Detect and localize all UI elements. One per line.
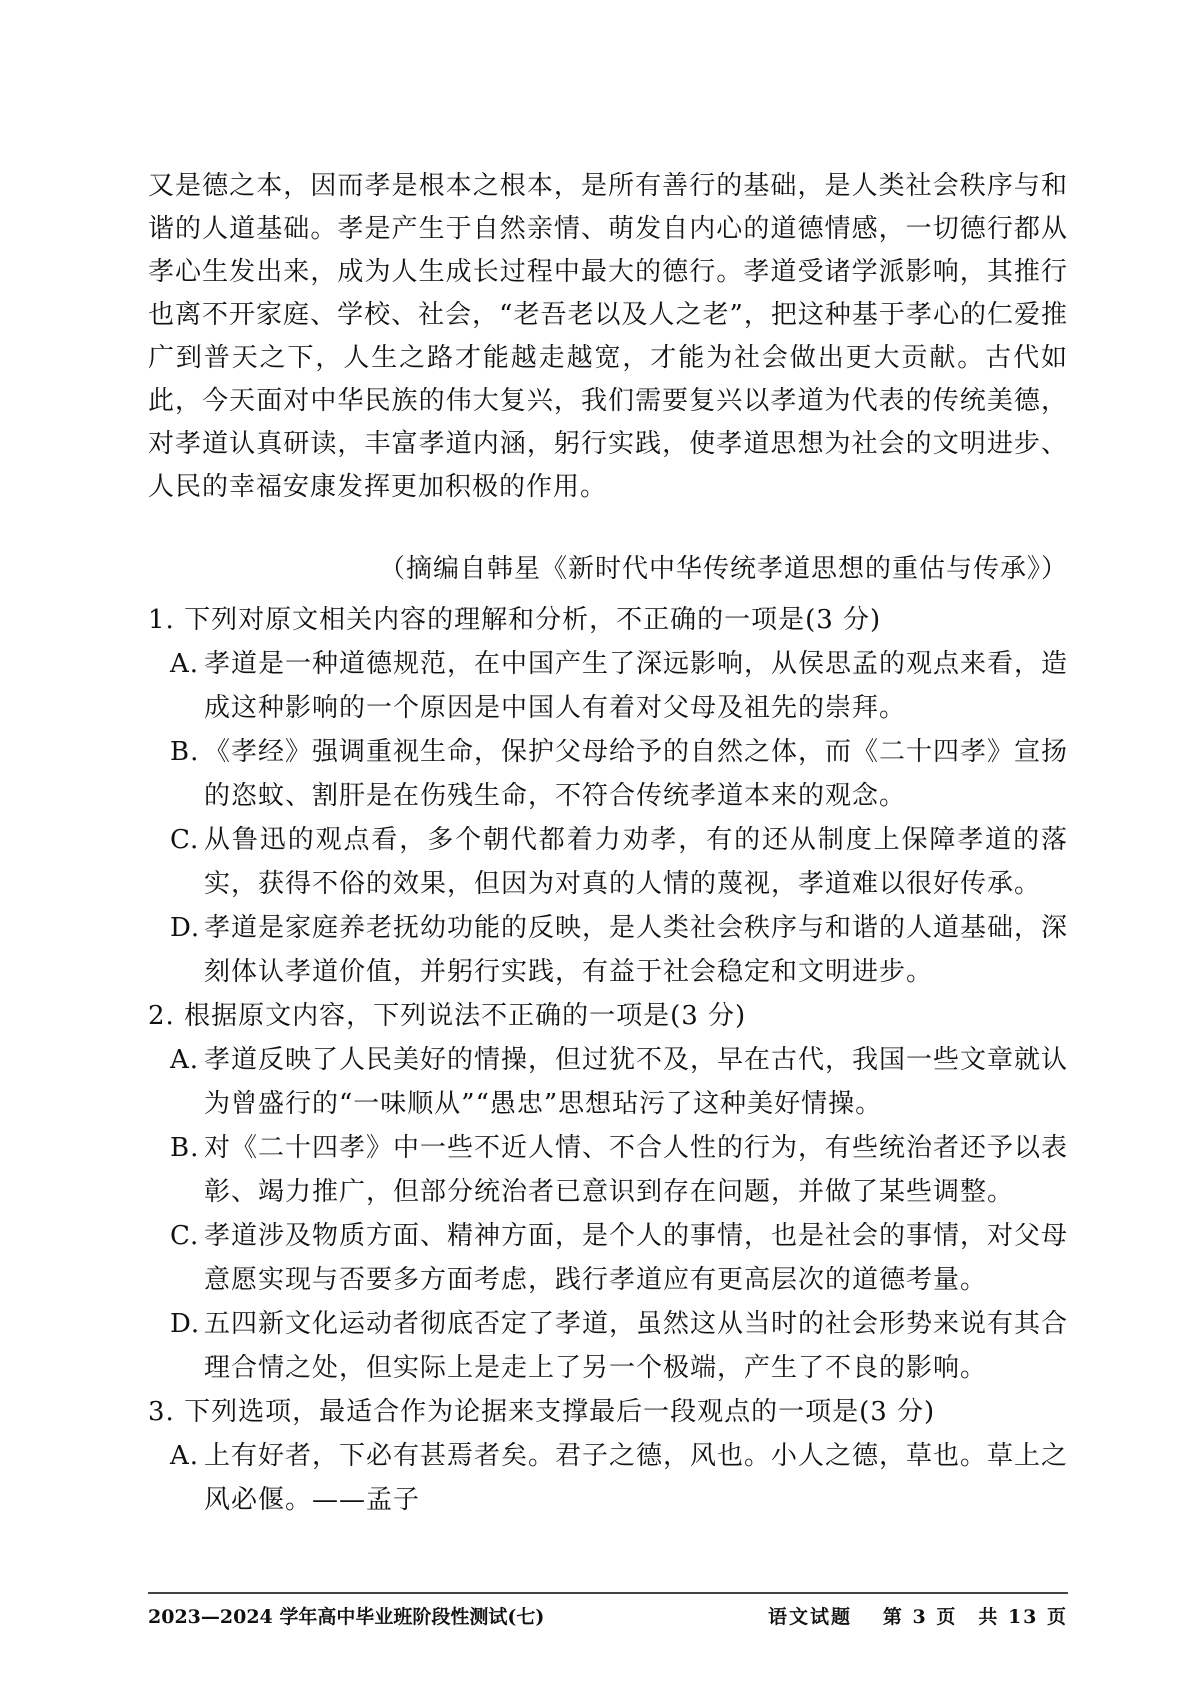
option-b [148, 1126, 1068, 1214]
option-letter: B. [170, 1133, 200, 1163]
subject-label: 语文试题 [768, 1606, 853, 1628]
question-stem: 2. 根据原文内容，下列说法不正确的一项是(3 分) [148, 1001, 747, 1031]
page-footer [148, 1602, 1068, 1634]
option-letter: A. [170, 1441, 200, 1471]
option-letter: D. [170, 913, 201, 943]
question-3 [148, 1390, 1068, 1522]
option-text: 上有好者，下必有甚焉者矣。君子之德，风也。小人之德，草也。草上之风必偃。——孟子 [204, 1441, 1069, 1515]
exam-title: 2023—2024 学年高中毕业班阶段性测试(七) [148, 1606, 545, 1628]
question-1 [148, 598, 1068, 994]
option-letter: D. [170, 1309, 201, 1339]
option-d [148, 1302, 1068, 1390]
option-text: 对《二十四孝》中一些不近人情、不合人性的行为，有些统治者还予以表彰、竭力推广，但部分统治者已意识到存在问题，并做了某些调整。 [204, 1133, 1069, 1207]
option-text: 五四新文化运动者彻底否定了孝道，虽然这从当时的社会形势来说有其合理合情之处，但实际上是走上了另一个极端，产生了不良的影响。 [204, 1309, 1069, 1383]
footer-divider [148, 1592, 1068, 1594]
option-b [148, 730, 1068, 818]
question-2 [148, 994, 1068, 1390]
passage-paragraph: 又是德之本，因而孝是根本之根本，是所有善行的基础，是人类社会秩序与和谐的人道基础。孝是产生于自然亲情、萌发自内心的道德情感，一切德行都从孝心生发出来，成为人生成长过程中最大的德行。孝道受诸学派影响，其推行也离不开家庭、学校、社会，“老吾老以及人之老”，把这种基于孝心的仁爱推广到普天之下，人生之路才能越走越宽，才能为社会做出更大贡献。古代如此，今天面对中华民族的伟大复兴，我们需要复兴以孝道为代表的传统美德，对孝道认真研读，丰富孝道内涵，躬行实践，使孝道思想为社会的文明进步、人民的幸福安康发挥更加积极的作用。 [148, 171, 1068, 502]
option-a [148, 642, 1068, 730]
option-text: 《孝经》强调重视生命，保护父母给予的自然之体，而《二十四孝》宣扬的恣蚊、割肝是在伤残生命，不符合传统孝道本来的观念。 [204, 737, 1069, 811]
question-list [148, 598, 1068, 1522]
option-d [148, 906, 1068, 994]
option-c [148, 1214, 1068, 1302]
reading-passage [148, 165, 1068, 509]
option-text: 孝道是一种道德规范，在中国产生了深远影响，从侯思孟的观点来看，造成这种影响的一个原因是中国人有着对父母及祖先的崇拜。 [204, 649, 1069, 723]
option-letter: C. [170, 1221, 200, 1251]
option-a [148, 1434, 1068, 1522]
option-c [148, 818, 1068, 906]
page-number: 第 3 页 共 13 页 [882, 1606, 1068, 1628]
option-letter: A. [170, 649, 200, 679]
option-text: 从鲁迅的观点看，多个朝代都着力劝孝，有的还从制度上保障孝道的落实，获得不俗的效果，但因为对真的人情的蔑视，孝道难以很好传承。 [204, 825, 1068, 899]
option-letter: C. [170, 825, 200, 855]
passage-source: （摘编自韩星《新时代中华传统孝道思想的重估与传承》） [378, 554, 1068, 584]
option-letter: A. [170, 1045, 200, 1075]
question-stem: 3. 下列选项，最适合作为论据来支撑最后一段观点的一项是(3 分) [148, 1397, 936, 1427]
question-stem: 1. 下列对原文相关内容的理解和分析，不正确的一项是(3 分) [148, 605, 882, 635]
option-text: 孝道是家庭养老抚幼功能的反映，是人类社会秩序与和谐的人道基础，深刻体认孝道价值，并躬行实践，有益于社会稳定和文明进步。 [204, 913, 1069, 987]
option-text: 孝道反映了人民美好的情操，但过犹不及，早在古代，我国一些文章就认为曾盛行的“一味顺从”“愚忠”思想玷污了这种美好情操。 [204, 1045, 1069, 1119]
option-letter: B. [170, 737, 200, 767]
option-a [148, 1038, 1068, 1126]
option-text: 孝道涉及物质方面、精神方面，是个人的事情，也是社会的事情，对父母意愿实现与否要多方面考虑，践行孝道应有更高层次的道德考量。 [204, 1221, 1069, 1295]
